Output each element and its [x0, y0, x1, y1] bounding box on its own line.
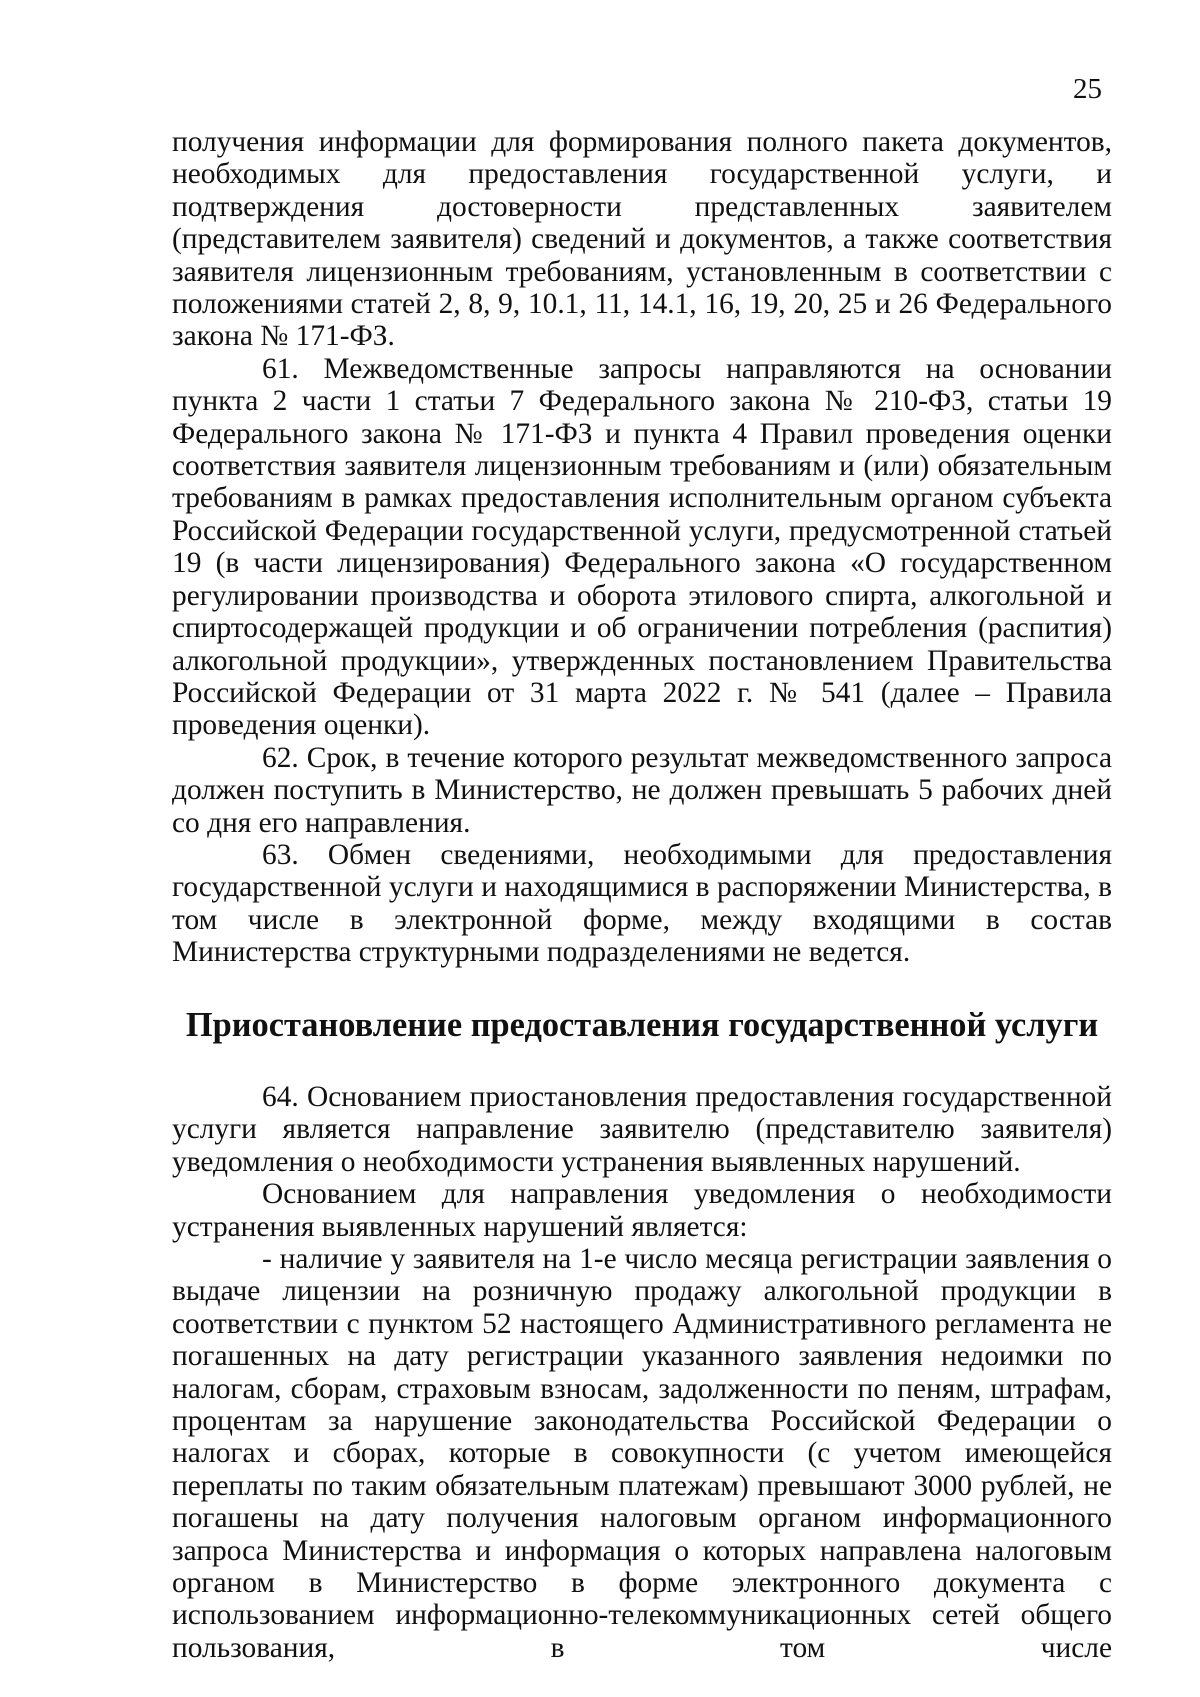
section-heading: Приостановление предоставления государственной услуги — [185, 1005, 1099, 1044]
paragraph-63: 63. Обмен сведениями, необходимыми для предоставления государственной услуги и находящимися в распоряжении Министерства, в том числе в электронной форме, между входящими в состав Министерства структурными подразделениями не ведется. — [172, 838, 1112, 969]
paragraph-grounds: Основанием для направления уведомления о необходимости устранения выявленных нарушений является: — [172, 1178, 1112, 1243]
page-number: 25 — [1073, 73, 1102, 105]
document-body — [172, 126, 1112, 1664]
paragraph-61: 61. Межведомственные запросы направляются на основании пункта 2 части 1 статьи 7 Федерального закона № 210-ФЗ, статьи 19 Федерального закона № 171-ФЗ и пункта 4 Правил проведения оценки соответствия заявителя лицензионным требованиям и (или) обязательным требованиям в рамках предоставления исполнительным органом субъекта Российской Федерации государственной услуги, предусмотренной статьей 19 (в части лицензирования) Федерального закона «О государственном регулировании производства и оборота этилового спирта, алкогольной и спиртосодержащей продукции и об ограничении потребления (распития) алкогольной продукции», утвержденных постановлением Правительства Российской Федерации от 31 марта 2022 г. № 541 (далее – Правила проведения оценки). — [172, 352, 1112, 742]
paragraph-64: 64. Основанием приостановления предоставления государственной услуги является направление заявителю (представителю заявителя) уведомления о необходимости устранения выявленных нарушений. — [172, 1080, 1112, 1178]
paragraph-continuation: получения информации для формирования полного пакета документов, необходимых для предоставления государственной услуги, и подтверждения достоверности представленных заявителем (представителем заявителя) сведений и документов, а также соответствия заявителя лицензионным требованиям, установленным в соответствии с положениями статей 2, 8, 9, 10.1, 11, 14.1, 16, 19, 20, 25 и 26 Федерального закона № 171-ФЗ. — [172, 126, 1112, 353]
paragraph-62: 62. Срок, в течение которого результат межведомственного запроса должен поступить в Министерство, не должен превышать 5 рабочих дней со дня его направления. — [172, 741, 1112, 839]
paragraph-list-item: - наличие у заявителя на 1-е число месяца регистрации заявления о выдаче лицензии на розничную продажу алкогольной продукции в соответствии с пунктом 52 настоящего Административного регламента не погашенных на дату регистрации указанного заявления недоимки по налогам, сборам, страховым взносам, задолженности по пеням, штрафам, процентам за нарушение законодательства Российской Федерации о налогах и сборах, которые в совокупности (с учетом имеющейся переплаты по таким обязательным платежам) превышают 3000 рублей, не погашены на дату получения налоговым органом информационного запроса Министерства и информация о которых направлена налоговым органом в Министерство в форме электронного документа с использованием информационно-телекоммуникационных сетей общего пользования, в том числе — [172, 1243, 1112, 1664]
